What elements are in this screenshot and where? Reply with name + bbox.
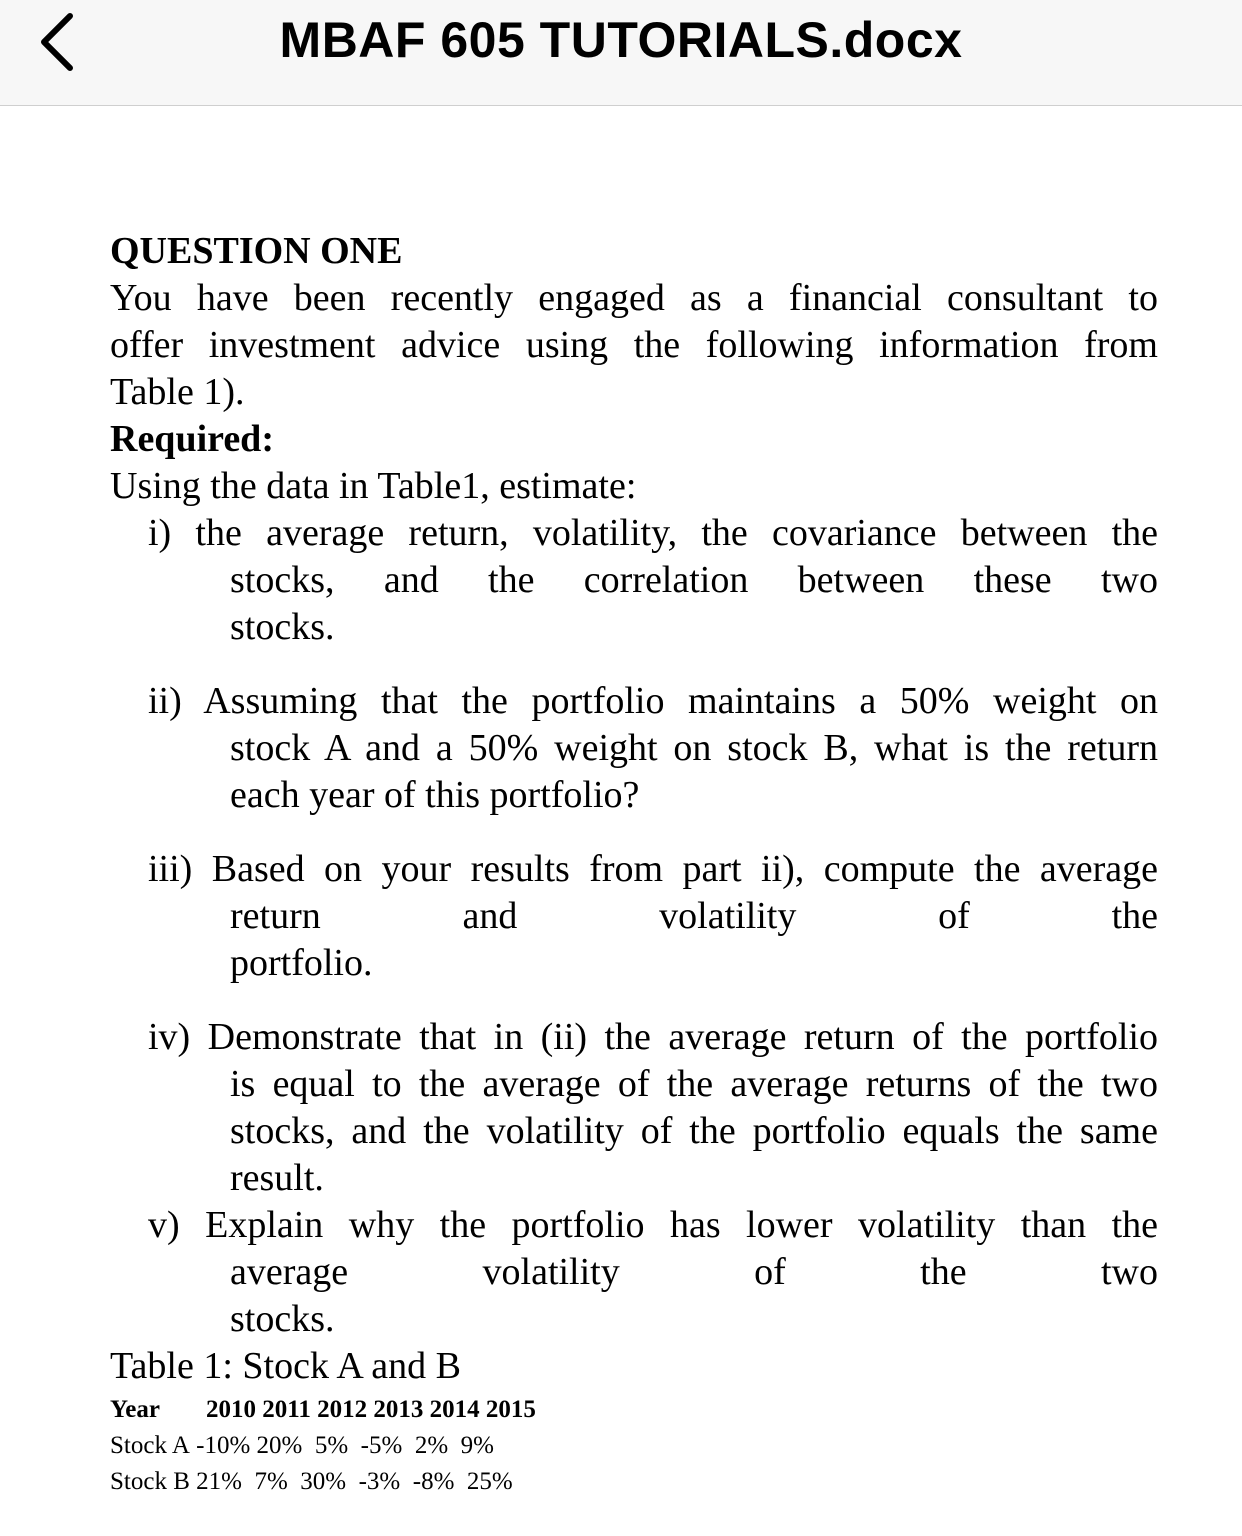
top-bar — [0, 0, 1242, 106]
question-line: return and volatility of the — [230, 895, 1158, 937]
question-line: stocks. — [230, 1298, 335, 1340]
intro-line: You have been recently engaged as a financial consultant to — [110, 277, 1158, 319]
question-i — [110, 510, 1158, 651]
intro-line: offer investment advice using the following information from — [110, 324, 1158, 366]
table-header-row — [110, 1392, 1158, 1428]
question-iv — [110, 1014, 1158, 1202]
table-cell: Stock B — [110, 1468, 190, 1495]
question-line: each year of this portfolio? — [230, 774, 640, 816]
table-row — [110, 1428, 1158, 1464]
table-cell: Stock A — [110, 1432, 190, 1459]
table-row — [110, 1464, 1158, 1500]
table-cell: 21% 7% 30% -3% -8% 25% — [196, 1468, 513, 1495]
question-line: is equal to the average of the average returns of the two — [230, 1063, 1158, 1105]
table-header-cell: 2010 2011 2012 2013 2014 2015 — [206, 1396, 536, 1423]
table-header-cell: Year — [110, 1396, 160, 1423]
question-line: stocks, and the correlation between these two — [230, 559, 1158, 601]
question-heading: QUESTION ONE — [110, 230, 403, 272]
returns-table — [110, 1392, 1158, 1500]
document-title: MBAF 605 TUTORIALS.docx — [279, 12, 963, 68]
table-caption: Table 1: Stock A and B — [110, 1345, 461, 1387]
question-line: v) Explain why the portfolio has lower volatility than the — [148, 1204, 1158, 1246]
question-line: iv) Demonstrate that in (ii) the average return of the portfolio — [148, 1016, 1158, 1058]
document-body — [110, 228, 1158, 1500]
intro-line: Table 1). — [110, 371, 245, 413]
question-line: stocks, and the volatility of the portfolio equals the same — [230, 1110, 1158, 1152]
question-line: iii) Based on your results from part ii), compute the average — [148, 848, 1158, 890]
table-cell: -10% 20% 5% -5% 2% 9% — [196, 1432, 494, 1459]
question-line: average volatility of the two — [230, 1251, 1158, 1293]
question-ii — [110, 678, 1158, 819]
question-v — [110, 1202, 1158, 1343]
question-line: stock A and a 50% weight on stock B, what is the return — [230, 727, 1158, 769]
question-line: i) the average return, volatility, the covariance between the — [148, 512, 1158, 554]
question-line: portfolio. — [230, 942, 373, 984]
question-line: result. — [230, 1157, 324, 1199]
required-label: Required: — [110, 418, 274, 460]
question-iii — [110, 846, 1158, 987]
instruction: Using the data in Table1, estimate: — [110, 465, 637, 507]
question-line: ii) Assuming that the portfolio maintains a 50% weight on — [148, 680, 1158, 722]
question-line: stocks. — [230, 606, 335, 648]
